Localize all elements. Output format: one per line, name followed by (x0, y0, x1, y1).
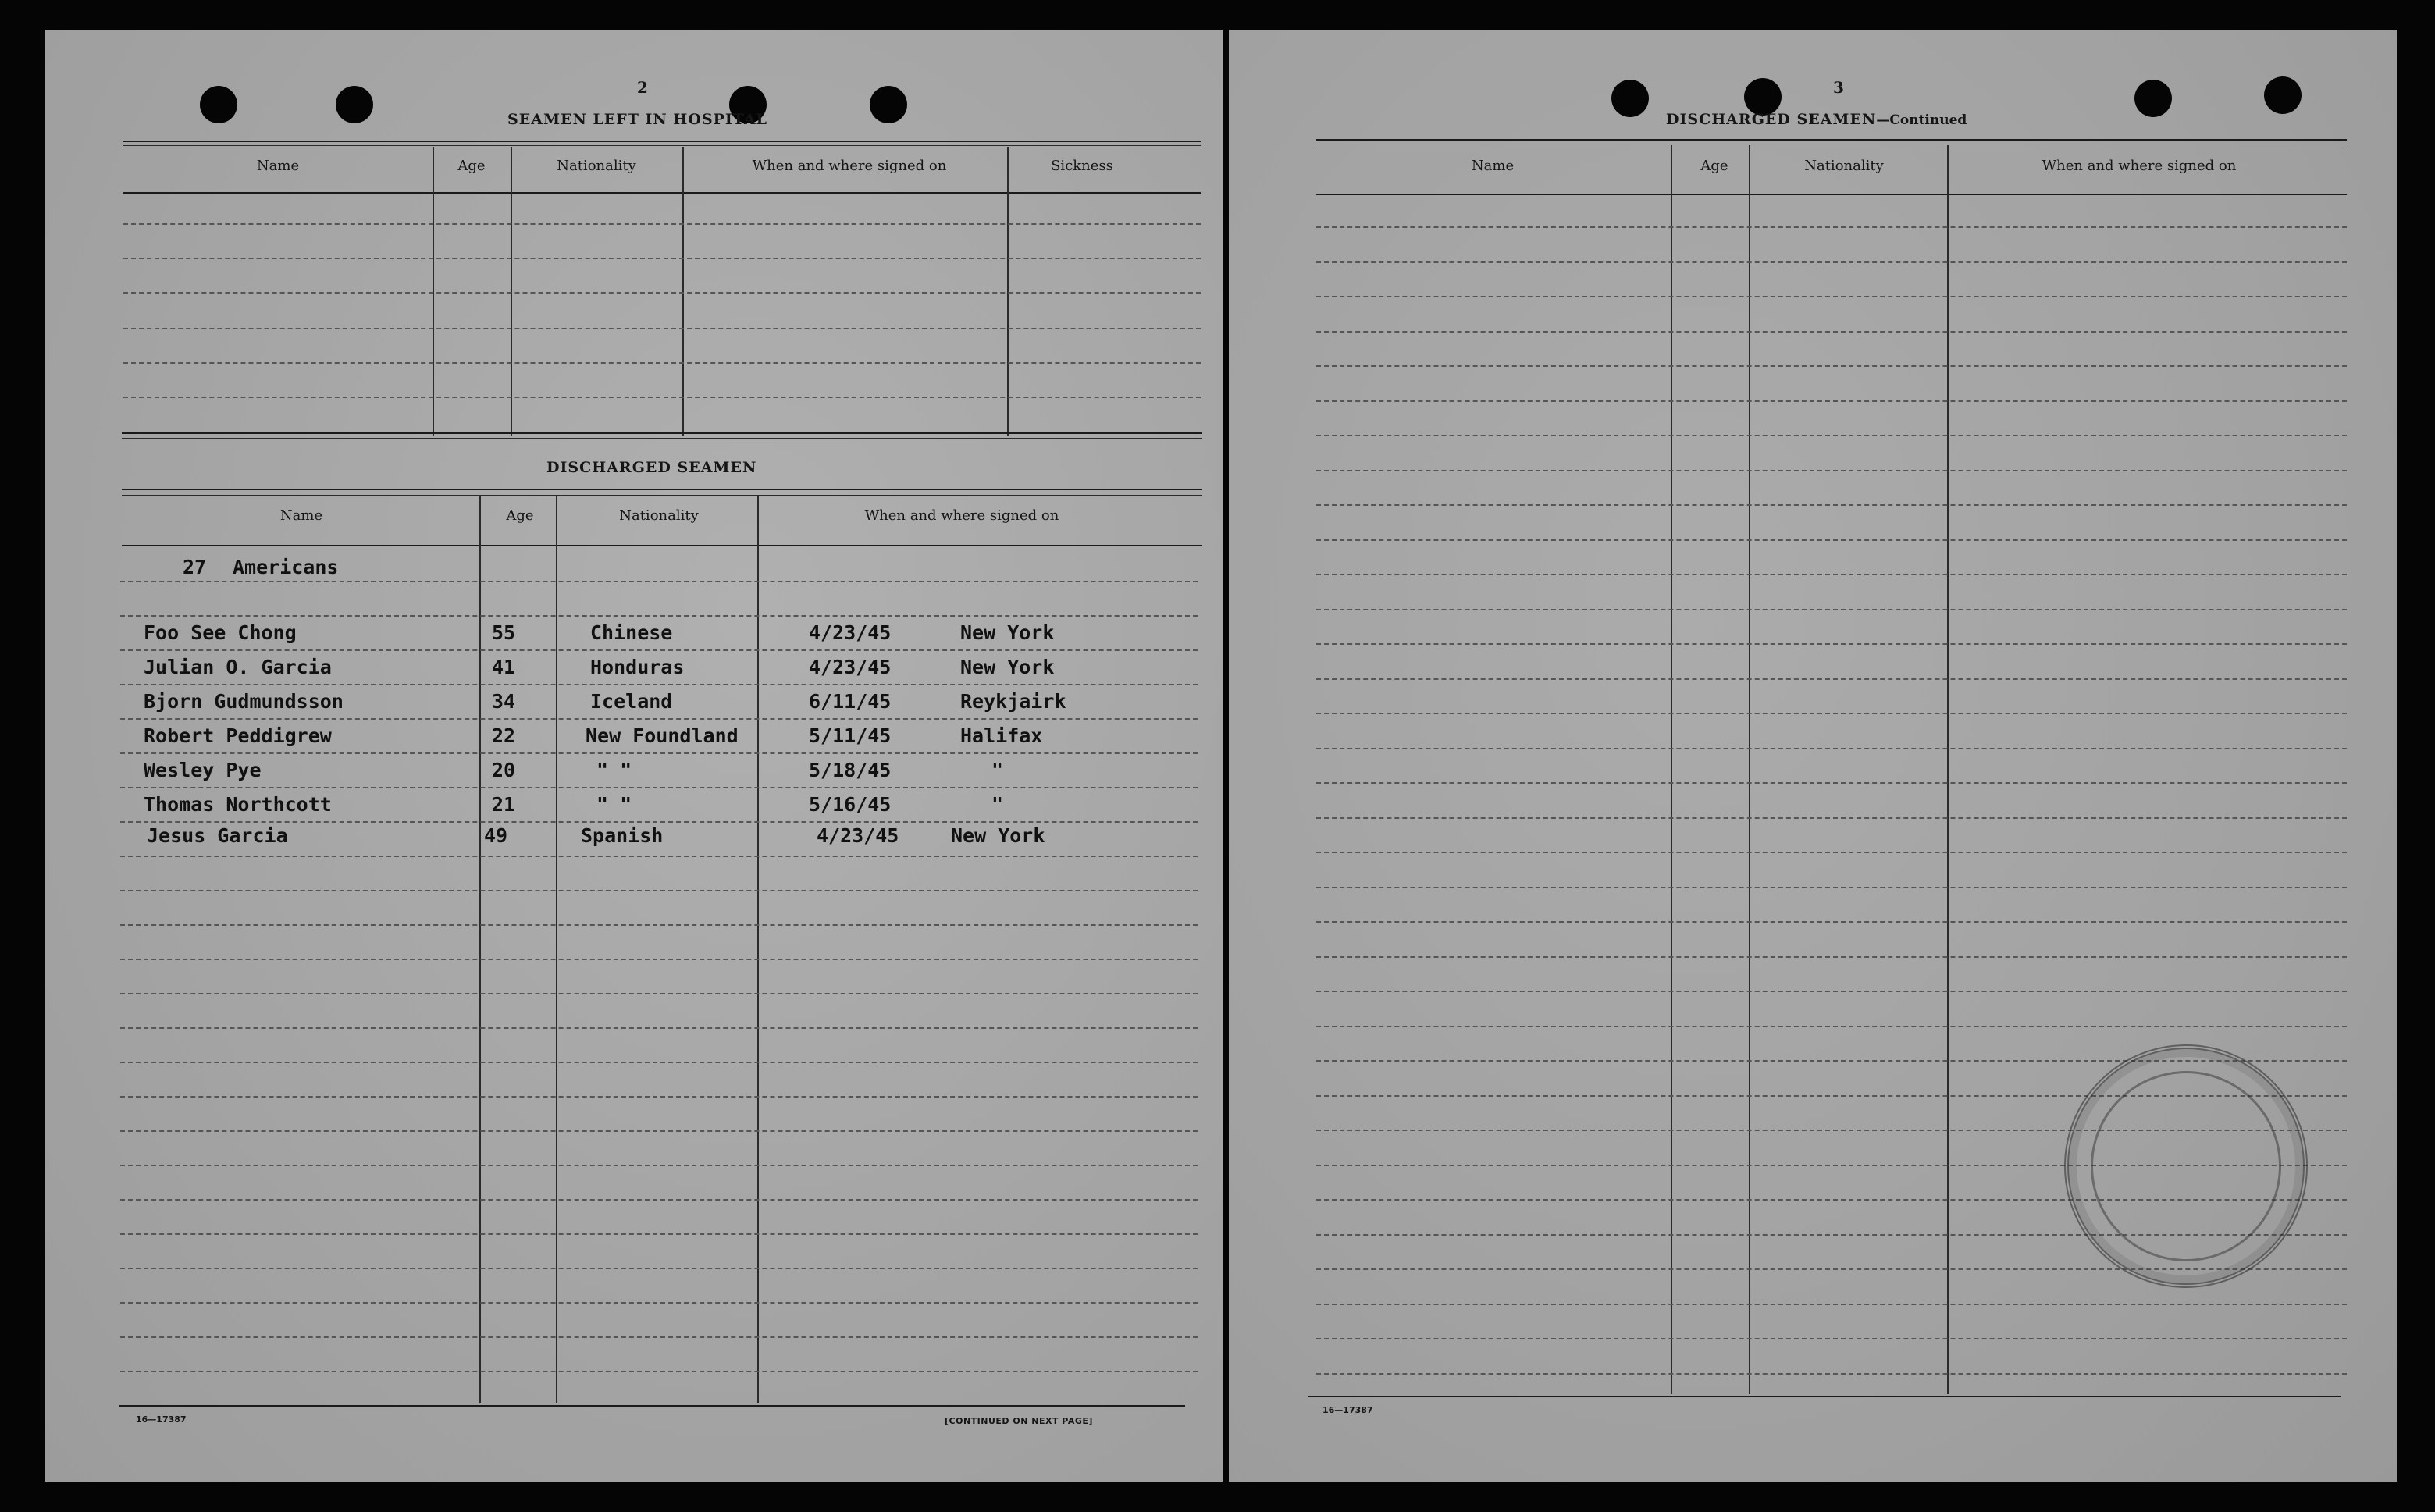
ruled-line (120, 821, 1198, 823)
page-number: 3 (1833, 78, 1845, 97)
ruled-line (120, 924, 1198, 926)
right-header-name: Name (1471, 158, 1515, 174)
hospital-header-signed-on: When and where signed on (752, 158, 947, 174)
discharged-header-signed-on: When and where signed on (864, 507, 1059, 524)
ruled-line (1316, 748, 2347, 749)
row-nationality: Honduras (590, 656, 685, 678)
ruled-line (1316, 817, 2347, 819)
row-name: Jesus Garcia (147, 824, 288, 847)
row-name: Bjorn Gudmundsson (144, 690, 344, 713)
ruled-line (1316, 609, 2347, 610)
ruled-line (120, 684, 1198, 685)
row-name: Wesley Pye (144, 759, 262, 781)
ruled-line (120, 1027, 1198, 1029)
ruled-line (1316, 331, 2347, 333)
summary-label: Americans (233, 556, 339, 578)
ruled-line (1316, 887, 2347, 888)
ruled-line (1316, 956, 2347, 958)
punch-hole (1611, 80, 1649, 117)
ruled-line (1316, 921, 2347, 923)
row-nationality: New Foundland (586, 724, 739, 747)
row-place: New York (951, 824, 1045, 847)
row-age: 20 (492, 759, 516, 781)
ruled-line (120, 1062, 1198, 1063)
row-nationality: Spanish (581, 824, 664, 847)
ruled-line (1316, 643, 2347, 645)
ruled-line (1316, 504, 2347, 506)
hospital-header-name: Name (256, 158, 300, 174)
ruled-line (1316, 400, 2347, 402)
punch-hole (2264, 76, 2302, 114)
row-nationality: Iceland (590, 690, 673, 713)
row-name: Robert Peddigrew (144, 724, 332, 747)
ruled-line (1316, 1304, 2347, 1305)
row-date: 5/18/45 (809, 759, 892, 781)
row-place: " (991, 759, 1004, 781)
ruled-line (120, 1268, 1198, 1269)
ruled-line (120, 856, 1198, 857)
right-page (1229, 30, 2397, 1482)
ruled-line (120, 1165, 1198, 1166)
hospital-section-title: SEAMEN LEFT IN HOSPITAL (507, 111, 767, 128)
ruled-line (1316, 435, 2347, 436)
hospital-header-sickness: Sickness (1051, 158, 1113, 174)
right-header-age: Age (1700, 158, 1728, 174)
ruled-line (1316, 226, 2347, 228)
ruled-line (1316, 1373, 2347, 1375)
ruled-line (1316, 574, 2347, 575)
title-suffix: —Continued (1876, 112, 1967, 128)
hospital-header-age: Age (457, 158, 486, 174)
page-number: 2 (637, 78, 649, 97)
row-date: 5/16/45 (809, 793, 892, 816)
row-name: Thomas Northcott (144, 793, 332, 816)
ruled-line (120, 1371, 1198, 1372)
form-number: 16—17387 (136, 1414, 187, 1425)
continued-note: [CONTINUED ON NEXT PAGE] (945, 1416, 1093, 1426)
row-place: " (991, 793, 1004, 816)
punch-hole (200, 86, 237, 123)
ruled-line (1316, 365, 2347, 367)
row-age: 41 (492, 656, 516, 678)
ruled-line (120, 1130, 1198, 1132)
right-header-signed-on: When and where signed on (2042, 158, 2237, 174)
ruled-line (120, 959, 1198, 960)
ruled-line (1316, 678, 2347, 680)
form-number: 16—17387 (1323, 1405, 1373, 1415)
ruled-line (1316, 261, 2347, 263)
punch-hole (1744, 78, 1782, 116)
row-age: 55 (492, 621, 516, 644)
row-date: 5/11/45 (809, 724, 892, 747)
row-age: 22 (492, 724, 516, 747)
row-place: Reykjairk (960, 690, 1066, 713)
row-nationality: Chinese (590, 621, 673, 644)
row-date: 4/23/45 (809, 656, 892, 678)
discharged-section-title: DISCHARGED SEAMEN (546, 459, 757, 476)
punch-hole (336, 86, 373, 123)
row-name: Foo See Chong (144, 621, 297, 644)
ruled-line (1316, 470, 2347, 471)
ruled-line (1316, 991, 2347, 992)
discharged-continued-title (1666, 111, 1967, 128)
summary-count: 27 (183, 556, 207, 578)
row-nationality: " " (596, 759, 632, 781)
ruled-line (1316, 1026, 2347, 1027)
row-place: Halifax (960, 724, 1043, 747)
left-page (45, 30, 1223, 1482)
ruled-line (120, 1199, 1198, 1201)
ruled-line (120, 615, 1198, 617)
discharged-header-name: Name (279, 507, 323, 524)
row-date: 4/23/45 (817, 824, 899, 847)
discharged-header-age: Age (506, 507, 534, 524)
row-age: 34 (492, 690, 516, 713)
punch-hole (2134, 80, 2172, 117)
circular-stamp (2064, 1044, 2308, 1288)
ruled-line (120, 649, 1198, 651)
row-place: New York (960, 656, 1055, 678)
hospital-header-nationality: Nationality (557, 158, 636, 174)
ruled-line (1316, 782, 2347, 784)
ruled-line (1316, 539, 2347, 541)
row-date: 6/11/45 (809, 690, 892, 713)
ruled-line (120, 1336, 1198, 1338)
row-age: 49 (484, 824, 508, 847)
row-place: New York (960, 621, 1055, 644)
ruled-line (120, 718, 1198, 720)
ruled-line (120, 993, 1198, 994)
ruled-line (1316, 852, 2347, 853)
ruled-line (120, 581, 1198, 582)
ruled-line (120, 890, 1198, 891)
ruled-line (1316, 296, 2347, 297)
ruled-line (1316, 713, 2347, 714)
right-header-nationality: Nationality (1804, 158, 1884, 174)
ruled-line (120, 752, 1198, 754)
ruled-line (1316, 1338, 2347, 1339)
row-nationality: " " (596, 793, 632, 816)
title-main: DISCHARGED SEAMEN (1666, 111, 1877, 128)
ruled-line (120, 1233, 1198, 1235)
discharged-header-nationality: Nationality (619, 507, 699, 524)
row-name: Julian O. Garcia (144, 656, 332, 678)
punch-hole (870, 86, 907, 123)
row-date: 4/23/45 (809, 621, 892, 644)
ruled-line (120, 1096, 1198, 1098)
ruled-line (120, 1302, 1198, 1304)
ruled-line (120, 787, 1198, 788)
row-age: 21 (492, 793, 516, 816)
